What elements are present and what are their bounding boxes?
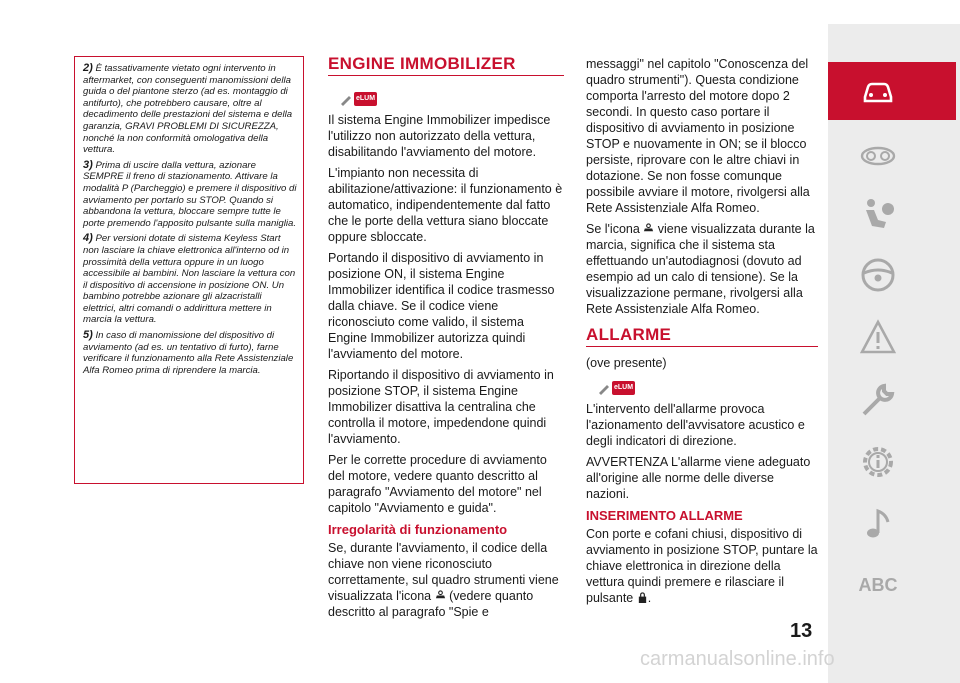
elum-badge	[598, 373, 818, 395]
paragraph: Portando il dispositivo di avviamento in posizione ON, il sistema Engine Immobilizer identifica il codice trasmesso dalla chiave. Se il codice viene riconosciuto come valido, il sistema Engine Immobilizer autorizza quindi l'avviamento del motore.	[328, 251, 555, 361]
page-number: 13	[790, 620, 813, 642]
wrench-icon	[598, 383, 610, 395]
paragraph: L'impianto non necessita di abilitazione/attivazione: il funzionamento è automatico, indipendentemente dal fatto che le porte della vettura siano bloccate oppure sbloccate.	[328, 166, 563, 244]
optional-note: (ove presente)	[586, 356, 667, 370]
warnings-box	[74, 56, 304, 484]
paragraph: Per le corrette procedure di avviamento del motore, vedere quanto descritto al paragrafo "Avviamento del motore" nel capitolo "Avviamento e guida".	[328, 453, 547, 515]
warning-item: 4) Per versioni dotate di sistema Keyless Start non lasciare la chiave elettronica all'interno od in prossimità della vettura oppure in un luogo accessibile ai bambini. Non lasciare la vettura con il dispositivo di accensione in posizione ON. Un bambino potrebbe azionare gli alzacristalli elettrici, altri comandi o addirittura mettere in marcia la vettura.	[83, 232, 296, 326]
key-car-icon	[643, 223, 654, 234]
immobilizer-column	[328, 56, 564, 625]
car-icon[interactable]	[860, 73, 896, 109]
paragraph: Se, durante l'avviamento, il codice della chiave non viene riconosciuto correttamente, sul quadro strumenti viene visualizzata l'icona (vedere quanto descritto al paragrafo "Spie e	[328, 541, 559, 619]
warning-item: 2) È tassativamente vietato ogni intervento in aftermarket, con conseguenti manomissioni della guida o del piantone sterzo (ad es. montaggio di antifurto), che potrebbero causare, oltre al decadimento delle prestazioni del sistema e della garanzia, GRAVI PROBLEMI DI SICUREZZA, nonché la non conformità omologativa della vettura.	[83, 62, 293, 156]
elum-badge	[340, 84, 564, 106]
paragraph: Il sistema Engine Immobilizer impedisce l'utilizzo non autorizzato della vettura, disabilitando l'avviamento del motore.	[328, 113, 551, 159]
elum-label: eLUM	[612, 381, 635, 395]
paragraph: messaggi" nel capitolo "Conoscenza del quadro strumenti"). Questa condizione comporta l'arresto del motore dopo 2 secondi. In questo caso portare il dispositivo di avviamento in posizione STOP e nuovamente in ON; se il blocco persiste, riprovare con le altre chiavi in dotazione. Se non fosse comunque possibile avviare il motore, rivolgersi alla Rete Assistenziale Alfa Romeo.	[586, 57, 810, 215]
paragraph: AVVERTENZA L'allarme viene adeguato all'origine alle norme delle diverse nazioni.	[586, 455, 811, 501]
wrench-icon	[340, 94, 352, 106]
steering-wheel-icon[interactable]	[860, 257, 896, 293]
key-car-icon	[435, 590, 446, 601]
watermark: carmanualsonline.info	[640, 648, 835, 670]
wrench-icon[interactable]	[860, 382, 896, 418]
subsection-title: INSERIMENTO ALLARME	[586, 508, 743, 523]
paragraph: Se l'icona viene visualizzata durante la marcia, significa che il sistema sta effettuando un'autodiagnosi (dovuto ad esempio ad un calo di tensione). Se la visualizzazione permane, rivolgersi alla Rete Assistenziale Alfa Romeo.	[586, 222, 815, 316]
paragraph: L'intervento dell'allarme provoca l'azionamento dell'avvisatore acustico e degli indicatori di direzione.	[586, 402, 805, 448]
music-note-icon[interactable]	[860, 506, 896, 542]
section-title-alarm: ALLARME	[586, 327, 818, 347]
warning-item: 3) Prima di uscire dalla vettura, azionare SEMPRE il freno di stazionamento. Attivare la modalità P (Parcheggio) e premere il dispositivo di avviamento per portarlo su STOP. Quando si abbandona la vettura, bloccare sempre tutte le porte premendo l'apposito pulsante sulla maniglia.	[83, 158, 297, 229]
subsection-title: Irregolarità di funzionamento	[328, 522, 508, 537]
airbag-icon[interactable]	[860, 196, 896, 232]
section-title-immobilizer: ENGINE IMMOBILIZER	[328, 56, 564, 76]
alarm-column	[586, 56, 818, 611]
warning-triangle-icon[interactable]	[860, 319, 896, 355]
warning-item: 5) In caso di manomissione del dispositivo di avviamento (ad es. un tentativo di furto), farne verificare il funzionamento alla Rete Assistenziale Alfa Romeo prima di riprendere la marcia.	[83, 329, 294, 376]
abc-index-tab[interactable]: ABC	[858, 575, 898, 595]
lock-icon	[637, 592, 648, 603]
dashboard-icon[interactable]	[860, 136, 896, 172]
paragraph: Riportando il dispositivo di avviamento in posizione STOP, il sistema Engine Immobilizer disattiva la centralina che controlla il motore, impedendone quindi l'avviamento.	[328, 368, 554, 446]
elum-label: eLUM	[354, 92, 377, 106]
paragraph: Con porte e cofani chiusi, dispositivo di avviamento in posizione STOP, puntare la chiave elettronica in direzione della vettura quindi premere e rilasciare il pulsante .	[586, 527, 818, 605]
gear-info-icon[interactable]	[860, 444, 896, 480]
